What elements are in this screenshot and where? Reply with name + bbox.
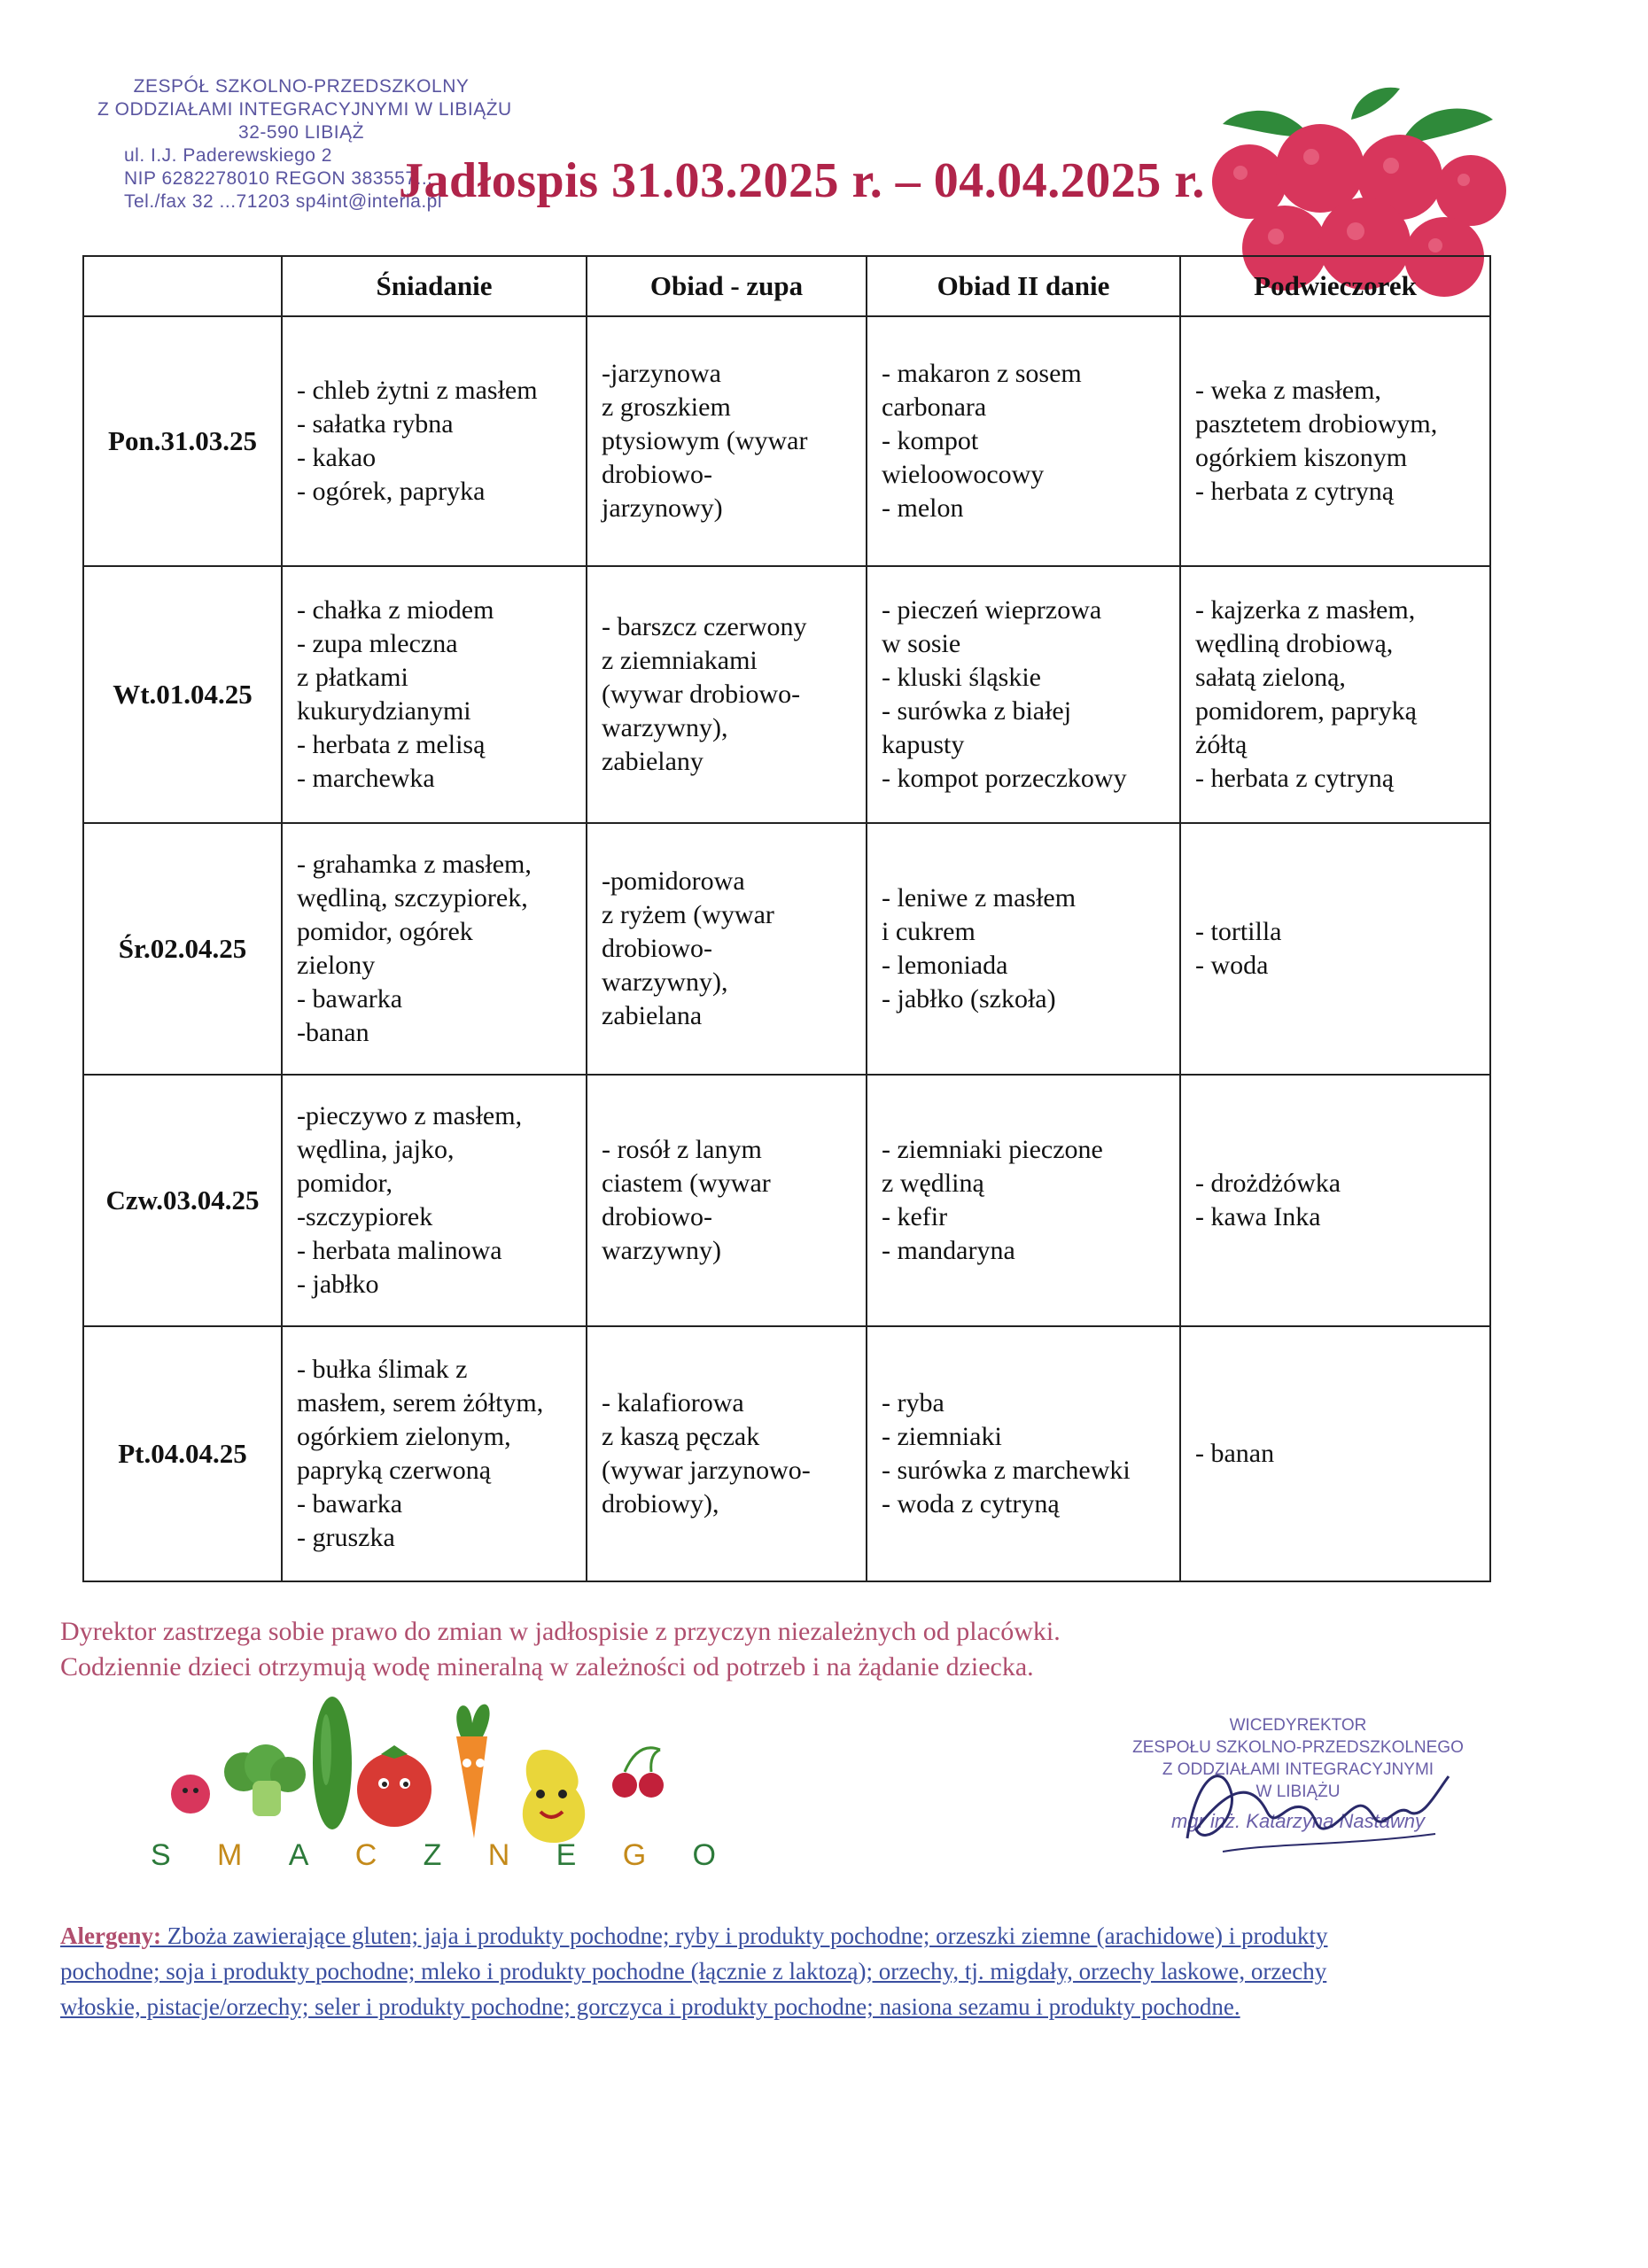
- main-course-cell: [867, 823, 1180, 1075]
- menu-item-line: -banan: [297, 1018, 369, 1047]
- menu-item-line: ptysiowym (wywar: [602, 426, 808, 455]
- vice-stamp-line: Z ODDZIAŁAMI INTEGRACYJNYMI: [1162, 1760, 1434, 1779]
- stamp-line: 32-590 LIBIĄŻ: [238, 122, 364, 143]
- raspberry-character-icon: [171, 1775, 210, 1814]
- soup-cell: [587, 823, 867, 1075]
- menu-item-line: - banan: [1195, 1439, 1275, 1468]
- menu-table: [82, 255, 1491, 1582]
- smacznego-letter: M: [217, 1838, 245, 1872]
- table-row: [83, 1326, 1490, 1581]
- soup-cell: [587, 316, 867, 566]
- vice-stamp-line: ZESPOŁU SZKOLNO-PRZEDSZKOLNEGO: [1132, 1738, 1464, 1757]
- vice-director-name: mgr inż. Katarzyna Nastawny: [1170, 1810, 1426, 1832]
- smacznego-letter: Z: [423, 1838, 444, 1872]
- allergens-line: [60, 1918, 1504, 1953]
- stamp-line: Tel./fax 32 ...71203 sp4int@interia.pl: [124, 191, 443, 212]
- allergens-line: pochodne; soja i produkty pochodne; mleko i produkty pochodne (łącznie z laktozą); orzechy, tj. migdały, orzechy laskowe, orzechy: [60, 1958, 1327, 1984]
- menu-item-line: - drożdżówka: [1195, 1169, 1341, 1198]
- menu-item-line: - rosół z lanym: [602, 1135, 762, 1164]
- menu-item-line: drobiowy),: [602, 1489, 719, 1518]
- menu-item-line: w sosie: [882, 629, 961, 658]
- soup-cell: [587, 1326, 867, 1581]
- menu-item-line: pomidor,: [297, 1169, 393, 1198]
- menu-item-line: -pomidorowa: [602, 866, 745, 896]
- menu-item-line: - gruszka: [297, 1523, 395, 1552]
- snack-cell: [1180, 1075, 1490, 1326]
- menu-item-line: - weka z masłem,: [1195, 376, 1381, 405]
- smacznego-letter: S: [151, 1838, 173, 1872]
- menu-item-line: kukurydzianymi: [297, 696, 471, 726]
- breakfast-cell: [282, 1075, 587, 1326]
- menu-item-line: - ogórek, papryka: [297, 477, 486, 506]
- menu-item-line: - ryba: [882, 1388, 944, 1418]
- cherries-icon: [612, 1748, 664, 1798]
- menu-item-line: z płatkami: [297, 663, 408, 692]
- day-cell: Czw.03.04.25: [83, 1075, 282, 1326]
- menu-item-line: - bawarka: [297, 1489, 403, 1518]
- menu-item-line: - herbata z cytryną: [1195, 764, 1395, 793]
- menu-item-line: - kluski śląskie: [882, 663, 1041, 692]
- pear-character-icon: [523, 1750, 585, 1843]
- snack-cell: [1180, 823, 1490, 1075]
- menu-item-line: carbonara: [882, 392, 987, 422]
- menu-item-line: - kompot: [882, 426, 979, 455]
- menu-item-line: - kawa Inka: [1195, 1202, 1321, 1231]
- snack-cell: [1180, 566, 1490, 823]
- day-cell: Pt.04.04.25: [83, 1326, 282, 1581]
- menu-item-line: - surówka z białej: [882, 696, 1072, 726]
- vegetables-illustration: [164, 1688, 731, 1847]
- menu-item-line: -pieczywo z masłem,: [297, 1101, 523, 1130]
- menu-item-line: - herbata malinowa: [297, 1236, 502, 1265]
- menu-item-line: - kakao: [297, 443, 377, 472]
- table-header-row: [83, 256, 1490, 316]
- menu-item-line: i cukrem: [882, 917, 976, 946]
- menu-item-line: papryką czerwoną: [297, 1456, 492, 1485]
- smacznego-letter: C: [354, 1838, 379, 1872]
- menu-item-line: z wędliną: [882, 1169, 984, 1198]
- menu-item-line: - kompot porzeczkowy: [882, 764, 1127, 793]
- menu-item-line: zabielany: [602, 747, 704, 776]
- menu-item-line: masłem, serem żółtym,: [297, 1388, 544, 1418]
- allergens-line: włoskie, pistacje/orzechy; seler i produkty pochodne; gorczyca i produkty pochodne; nasiona sezamu i produkty pochodne.: [60, 1993, 1240, 2020]
- main-course-cell: [867, 316, 1180, 566]
- menu-item-line: z groszkiem: [602, 392, 731, 422]
- menu-item-line: (wywar drobiowo-: [602, 680, 801, 709]
- handwritten-signature: [1170, 1741, 1462, 1874]
- menu-item-line: - barszcz czerwony: [602, 612, 807, 641]
- column-header-day: [83, 256, 282, 316]
- menu-item-line: kapusty: [882, 730, 965, 759]
- menu-item-line: - ziemniaki pieczone: [882, 1135, 1103, 1164]
- column-header-breakfast: Śniadanie: [282, 256, 587, 316]
- smacznego-letter: G: [622, 1838, 649, 1872]
- allergens-note: [60, 1918, 1504, 2024]
- menu-item-line: - pieczeń wieprzowa: [882, 595, 1102, 625]
- menu-item-line: - herbata z cytryną: [1195, 477, 1395, 506]
- smacznego-letter: O: [692, 1838, 718, 1872]
- menu-item-line: - woda: [1195, 951, 1269, 980]
- breakfast-cell: [282, 823, 587, 1075]
- menu-item-line: - mandaryna: [882, 1236, 1015, 1265]
- menu-item-line: -jarzynowa: [602, 359, 721, 388]
- stamp-line: ul. I.J. Paderewskiego 2: [124, 145, 332, 166]
- menu-item-line: sałatą zieloną,: [1195, 663, 1346, 692]
- menu-item-line: - grahamka z masłem,: [297, 850, 532, 879]
- day-cell: Wt.01.04.25: [83, 566, 282, 823]
- notice-line: Dyrektor zastrzega sobie prawo do zmian w jadłospisie z przyczyn niezależnych od placówki.: [60, 1617, 1061, 1646]
- page-title: Jadłospis 31.03.2025 r. – 04.04.2025 r.: [399, 153, 1205, 208]
- menu-item-line: zabielana: [602, 1001, 703, 1030]
- soup-cell: [587, 566, 867, 823]
- allergens-text: Zboża zawierające gluten; jaja i produkty pochodne; ryby i produkty pochodne; orzeszki ziemne (arachidowe) i produkty: [160, 1922, 1328, 1949]
- smacznego-letter: N: [487, 1838, 512, 1872]
- menu-item-line: - sałatka rybna: [297, 409, 454, 439]
- menu-item-line: wędlina, jajko,: [297, 1135, 455, 1164]
- menu-item-line: - herbata z melisą: [297, 730, 486, 759]
- menu-item-line: -szczypiorek: [297, 1202, 433, 1231]
- smacznego-letter: E: [556, 1838, 579, 1872]
- menu-item-line: z ryżem (wywar: [602, 900, 774, 929]
- menu-item-line: żółtą: [1195, 730, 1248, 759]
- notice-line: Codziennie dzieci otrzymują wodę mineralną w zależności od potrzeb i na żądanie dziecka.: [60, 1652, 1034, 1682]
- day-cell: Pon.31.03.25: [83, 316, 282, 566]
- smacznego-letter: A: [288, 1838, 311, 1872]
- breakfast-cell: [282, 316, 587, 566]
- menu-item-line: warzywny): [602, 1236, 721, 1265]
- column-header-soup: Obiad - zupa: [587, 256, 867, 316]
- menu-item-line: zielony: [297, 951, 376, 980]
- menu-item-line: - zupa mleczna: [297, 629, 458, 658]
- tomato-character-icon: [357, 1745, 431, 1827]
- menu-item-line: pasztetem drobiowym,: [1195, 409, 1438, 439]
- menu-item-line: - makaron z sosem: [882, 359, 1082, 388]
- menu-item-line: - bawarka: [297, 984, 403, 1014]
- cucumber-character-icon: [313, 1697, 352, 1829]
- soup-cell: [587, 1075, 867, 1326]
- carrot-character-icon: [456, 1705, 490, 1838]
- table-row: [83, 316, 1490, 566]
- menu-item-line: - tortilla: [1195, 917, 1282, 946]
- stamp-line: NIP 6282278010 REGON 383557...: [124, 168, 433, 189]
- column-header-main: Obiad II danie: [867, 256, 1180, 316]
- menu-item-line: - ziemniaki: [882, 1422, 1002, 1451]
- menu-item-line: - kajzerka z masłem,: [1195, 595, 1416, 625]
- vice-stamp-line: W LIBIĄŻU: [1255, 1783, 1341, 1801]
- menu-item-line: - jabłko: [297, 1270, 379, 1299]
- menu-item-line: - lemoniada: [882, 951, 1008, 980]
- table-row: [83, 566, 1490, 823]
- menu-item-line: pomidor, ogórek: [297, 917, 473, 946]
- menu-item-line: - melon: [882, 493, 964, 523]
- stamp-line: ZESPÓŁ SZKOLNO-PRZEDSZKOLNY: [133, 76, 470, 97]
- menu-item-line: - kalafiorowa: [602, 1388, 744, 1418]
- menu-item-line: - woda z cytryną: [882, 1489, 1060, 1518]
- smacznego-wordmark: [151, 1838, 718, 1873]
- menu-item-line: - chałka z miodem: [297, 595, 494, 625]
- stamp-line: Z ODDZIAŁAMI INTEGRACYJNYMI W LIBIĄŻU: [97, 99, 512, 120]
- menu-item-line: - jabłko (szkoła): [882, 984, 1056, 1014]
- menu-item-line: - kefir: [882, 1202, 948, 1231]
- breakfast-cell: [282, 1326, 587, 1581]
- breakfast-cell: [282, 566, 587, 823]
- menu-item-line: drobiowo-: [602, 460, 712, 489]
- menu-item-line: - surówka z marchewki: [882, 1456, 1131, 1485]
- main-course-cell: [867, 566, 1180, 823]
- menu-item-line: wędliną, szczypiorek,: [297, 883, 528, 913]
- menu-item-line: - chleb żytni z masłem: [297, 376, 538, 405]
- menu-item-line: ogórkiem zielonym,: [297, 1422, 511, 1451]
- broccoli-character-icon: [224, 1744, 306, 1816]
- menu-item-line: - marchewka: [297, 764, 435, 793]
- menu-item-line: - bułka ślimak z: [297, 1355, 468, 1384]
- menu-item-line: wieloowocowy: [882, 460, 1045, 489]
- main-course-cell: [867, 1075, 1180, 1326]
- menu-item-line: drobiowo-: [602, 1202, 712, 1231]
- column-header-snack: Podwieczorek: [1180, 256, 1490, 316]
- menu-item-line: (wywar jarzynowo-: [602, 1456, 811, 1485]
- menu-item-line: jarzynowy): [602, 493, 723, 523]
- menu-item-line: warzywny),: [602, 713, 728, 742]
- menu-item-line: z ziemniakami: [602, 646, 758, 675]
- allergens-label: Alergeny:: [60, 1922, 161, 1949]
- menu-item-line: - leniwe z masłem: [882, 883, 1077, 913]
- menu-item-line: ciastem (wywar: [602, 1169, 771, 1198]
- director-notice: [60, 1614, 1061, 1685]
- snack-cell: [1180, 1326, 1490, 1581]
- main-course-cell: [867, 1326, 1180, 1581]
- menu-item-line: wędliną drobiową,: [1195, 629, 1394, 658]
- vice-stamp-line: WICEDYREKTOR: [1229, 1716, 1367, 1735]
- menu-item-line: warzywny),: [602, 967, 728, 997]
- table-row: [83, 823, 1490, 1075]
- table-row: [83, 1075, 1490, 1326]
- menu-item-line: drobiowo-: [602, 934, 712, 963]
- snack-cell: [1180, 316, 1490, 566]
- menu-item-line: ogórkiem kiszonym: [1195, 443, 1408, 472]
- menu-item-line: pomidorem, papryką: [1195, 696, 1417, 726]
- menu-item-line: z kaszą pęczak: [602, 1422, 760, 1451]
- day-cell: Śr.02.04.25: [83, 823, 282, 1075]
